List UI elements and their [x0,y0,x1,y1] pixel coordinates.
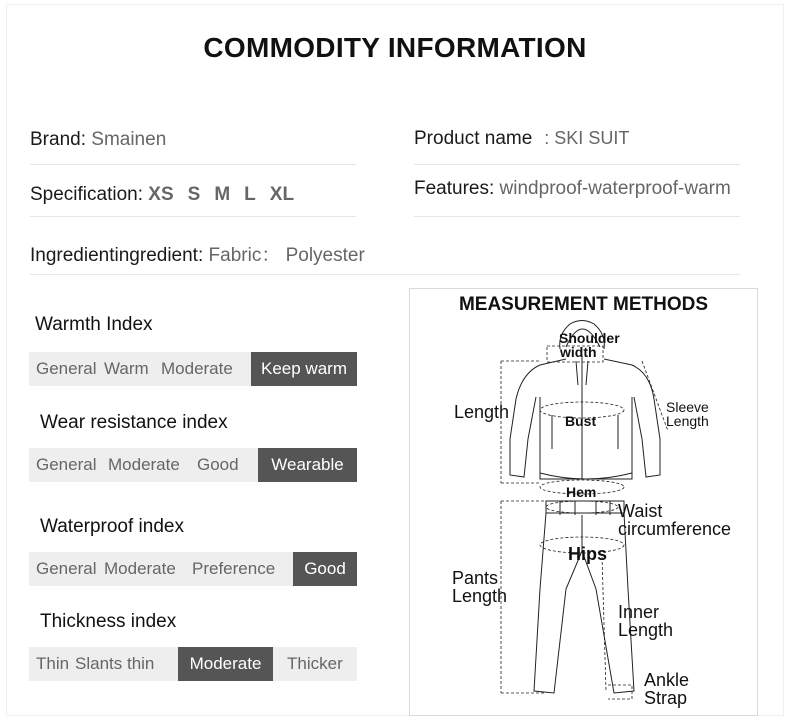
features-value: windproof-waterproof-warm [499,178,731,199]
waterproof-index-bar [29,552,357,586]
brand-value: Smainen [91,129,167,150]
thickness-index-title: Thickness index [40,611,177,632]
waterproof-option-preference: Preference [192,559,276,578]
waterproof-option-good: Good [293,552,357,586]
size-l: L [244,184,256,205]
wear-option-moderate: Moderate [108,455,180,474]
divider [30,216,356,217]
waterproof-index-title: Waterproof index [40,516,184,537]
divider [414,216,740,217]
inner-length-label: Inner Length [618,602,674,640]
divider [414,164,740,165]
length-label: Length [454,402,510,422]
wear-resistance-index-bar [29,448,357,482]
specification-row [30,184,294,206]
size-xs: XS [148,184,174,205]
warmth-index-bar [29,352,357,386]
wear-resistance-index-title: Wear resistance index [40,412,228,433]
warmth-index-title: Warmth Index [35,314,153,335]
ingredient-label: Ingredientingredient: [30,245,204,266]
wear-option-general: General [36,455,97,474]
waterproof-option-general: General [36,559,97,578]
size-xl: XL [269,184,295,205]
page-title: COMMODITY INFORMATION [203,32,587,63]
features-row [414,178,731,200]
thickness-option-moderate: Moderate [178,647,273,681]
measurement-methods-panel [409,288,758,716]
product-name-value: : SKI SUIT [544,128,630,148]
ingredient-value: Fabric： Polyester [208,245,365,266]
size-s: S [187,184,201,205]
waterproof-option-moderate: Moderate [104,559,176,578]
warmth-option-general: General [36,359,97,378]
divider [30,274,740,275]
thickness-index-bar [29,647,357,681]
product-name-row [414,128,629,150]
product-name-label: Product name [414,128,533,149]
waist-circumference-label: Waist circumference [618,501,732,539]
warmth-option-keep-warm: Keep warm [251,352,357,386]
hem-label: Hem [566,484,597,500]
thickness-option-thicker: Thicker [287,654,343,673]
thickness-option-thin: Thin [36,654,70,673]
divider [30,164,356,165]
pants-length-label: Pants Length [452,568,508,606]
warmth-option-warm: Warm [104,359,149,378]
ankle-strap-label: Ankle Strap [644,670,690,708]
wear-option-wearable: Wearable [258,448,357,482]
ingredient-row [30,240,365,267]
specification-label: Specification: [30,184,144,205]
measurement-methods-title: MEASUREMENT METHODS [458,294,709,315]
brand-row [30,129,166,151]
hips-label: Hips [568,544,608,564]
wear-option-good: Good [197,455,239,474]
bust-label: Bust [565,413,597,429]
sleeve-length-label: Sleeve Length [666,399,709,429]
features-label: Features: [414,178,495,199]
brand-label: Brand: [30,129,86,150]
thickness-option-slants-thin: Slants thin [75,654,155,673]
shoulder-width-label: Shoulder width [559,330,620,360]
size-m: M [214,184,231,205]
warmth-option-moderate: Moderate [161,359,233,378]
